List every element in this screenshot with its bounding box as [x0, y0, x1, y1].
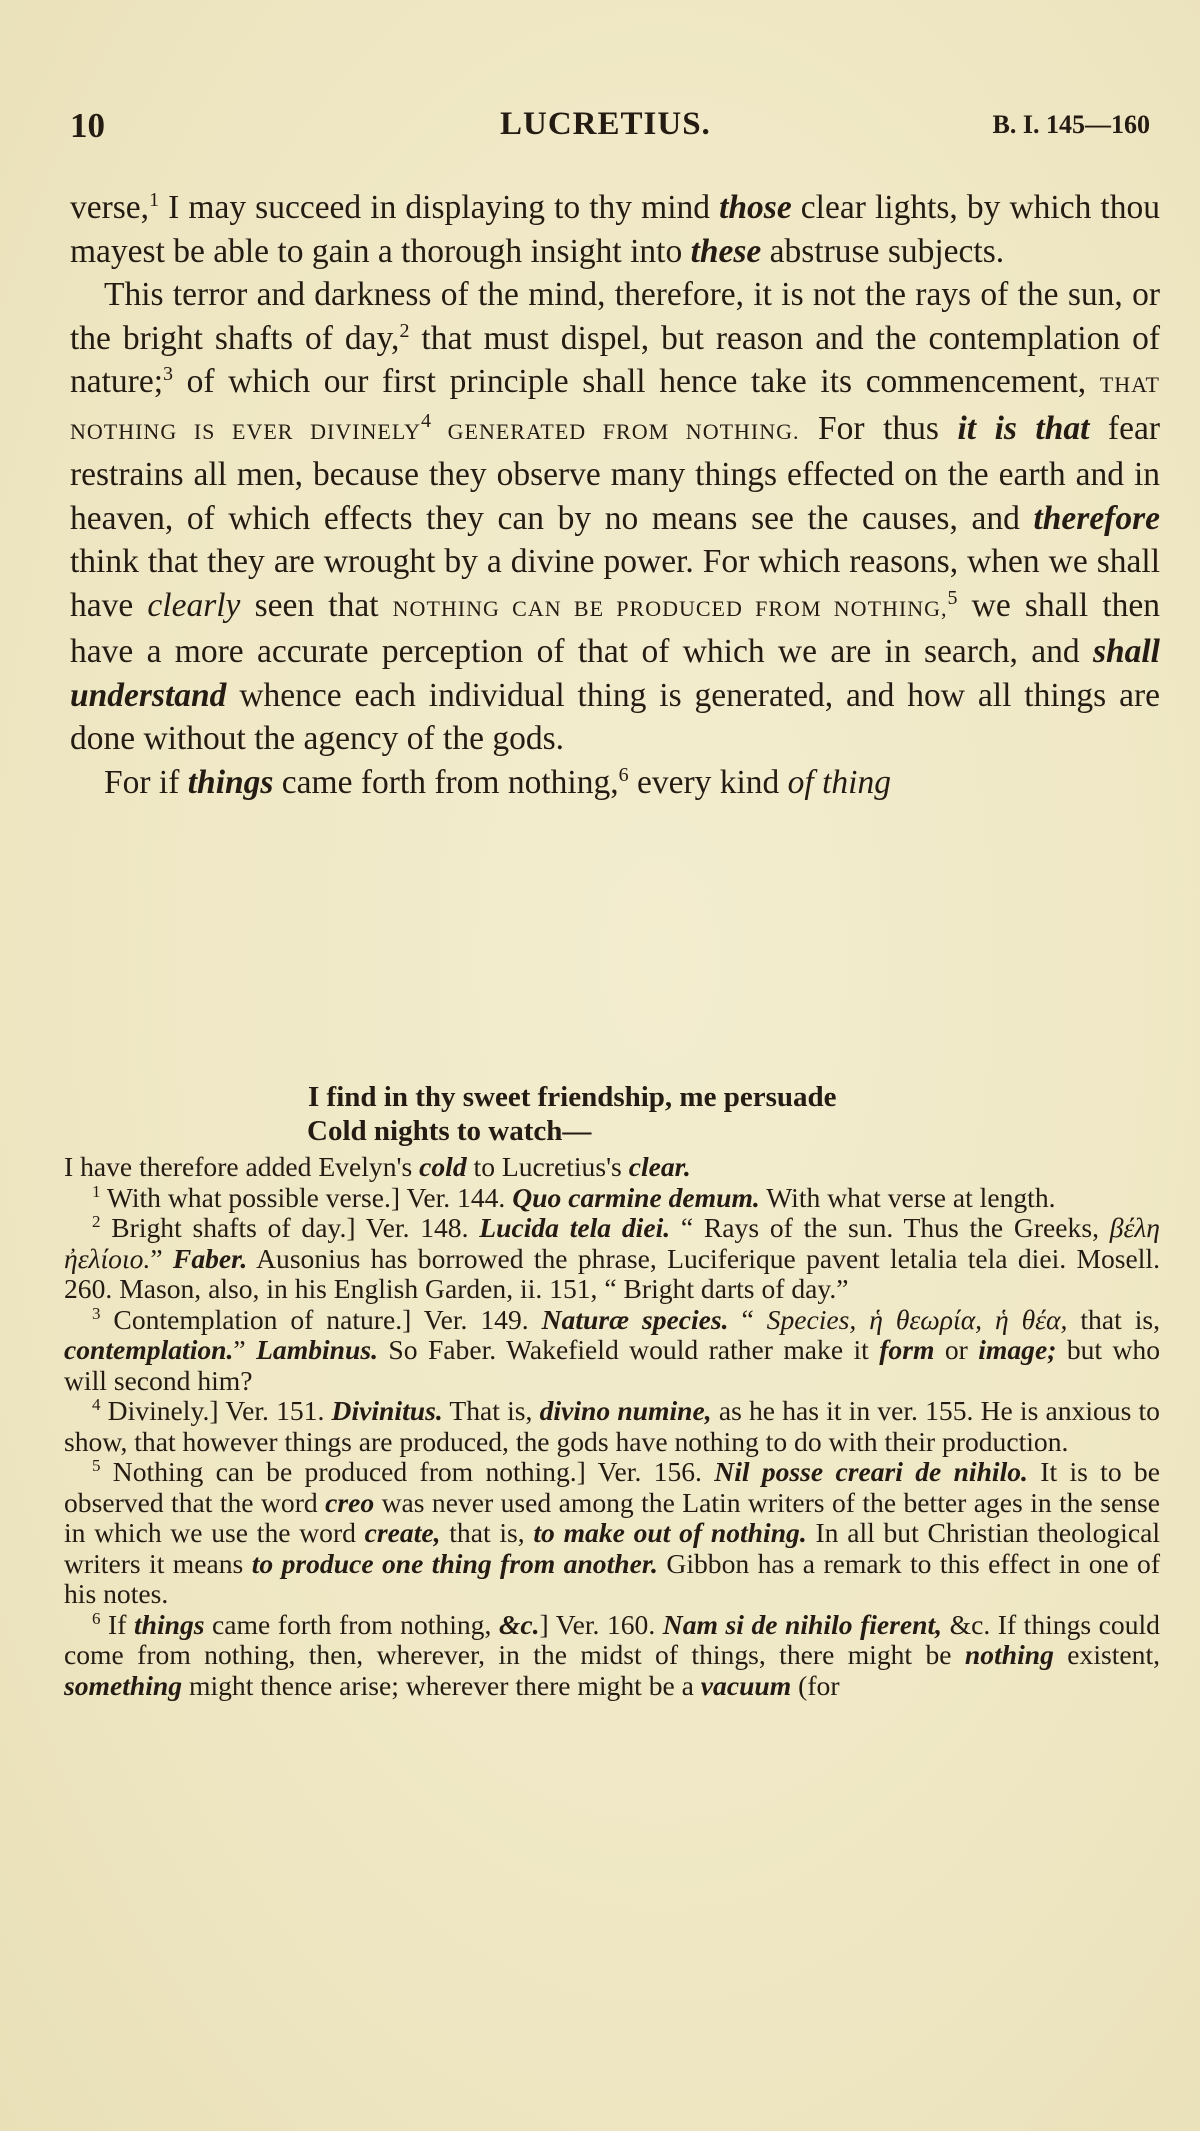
footnote-5: $^5$ Nothing can be produced from nothing.] Ver. 156. Nil posse creari de nihilo. It is to be observed that the word creo was never used among the Latin writers of the better ages in the sense in which we use the word create, that is, to make out of nothing. In all but Christian theological writers it means to produce one thing from another. Gibbon has a remark to this effect in one of his notes. [64, 1455, 1161, 1609]
footnote-ref-1: 1 [149, 188, 160, 211]
running-title: LUCRETIUS. [500, 106, 711, 142]
verse-range: B. I. 145—160 [992, 110, 1150, 139]
footnote-ref-4: 4 [421, 409, 431, 432]
footnote-3: $^3$ Contemplation of nature.] Ver. 149. Naturæ species. “ Species, ἡ θεωρία, ἡ θέα, that is, contemplation.” Lambinus. So Faber. Wakefield would rather make it form or image; but who will second him? [64, 1303, 1161, 1396]
verse-quotation [70, 1080, 1160, 1148]
page-header [70, 106, 1150, 156]
paragraph-1: verse,$^1$ I may succeed in displaying to thy mind those clear lights, by which thou mayest be able to gain a thorough insight into these abstruse subjects. [70, 188, 1160, 270]
footnote-1: $^1$ With what possible verse.] Ver. 144. Quo carmine demum. With what verse at length. [92, 1181, 1056, 1213]
footnote-4: $^4$ Divinely.] Ver. 151. Divinitus. That is, divino numine, as he has it in ver. 155. He is anxious to show, that however things are produced, the gods have nothing to do with their production. [64, 1394, 1160, 1457]
footnote-6: $^6$ If things came forth from nothing, &c.] Ver. 160. Nam si de nihilo fierent, &c. If things could come from nothing, then, wherever, in the midst of things, there might be nothing existent, something might thence arise; wherever there might be a vacuum (for [64, 1608, 1161, 1701]
footnotes [64, 1152, 1160, 1701]
footnote-ref-5: 5 [947, 586, 958, 609]
page-number: 10 [70, 106, 105, 145]
quote-line-1: I find in thy sweet friendship, me persuade [308, 1081, 837, 1113]
note-continuation: I have therefore added Evelyn's cold to Lucretius's clear. [64, 1151, 691, 1182]
paragraph-3: For if things came forth from nothing,$^6$ every kind of thing [104, 763, 891, 801]
paragraph-2: This terror and darkness of the mind, therefore, it is not the rays of the sun, or the bright shafts of day,$^2$ that must dispel, but reason and the contemplation of nature;$^3$ of which our first principle shall hence take its commencement, THAT NOTHING IS EVER DIVINELY$^4$ GENERATED FROM NOTHING. For thus it is that fear restrains all men, because they observe many things effected on the earth and in heaven, of which effects they can by no means see the causes, and therefore think that they are wrought by a divine power. For which reasons, when we shall have clearly seen that NOTHING CAN BE PRODUCED FROM NOTHING,$^5$ we shall then have a more accurate perception of that of which we are in search, and shall understand whence each individual thing is generated, and how all things are done without the agency of the gods. [70, 276, 1160, 757]
footnote-ref-2: 2 [399, 319, 410, 342]
footnote-2: $^2$ Bright shafts of day.] Ver. 148. Lucida tela diei. “ Rays of the sun. Thus the Greeks, βέλη ἠελίοιο.” Faber. Ausonius has borrowed the phrase, Luciferique pavent letalia tela diei. Mosell. 260. Mason, also, in his English Garden, ii. 151, “ Bright darts of day.” [64, 1211, 1161, 1304]
footnote-ref-6: 6 [618, 763, 629, 786]
quote-line-2: Cold nights to watch— [307, 1115, 592, 1147]
main-text [70, 186, 1160, 804]
footnote-ref-3: 3 [163, 362, 174, 385]
